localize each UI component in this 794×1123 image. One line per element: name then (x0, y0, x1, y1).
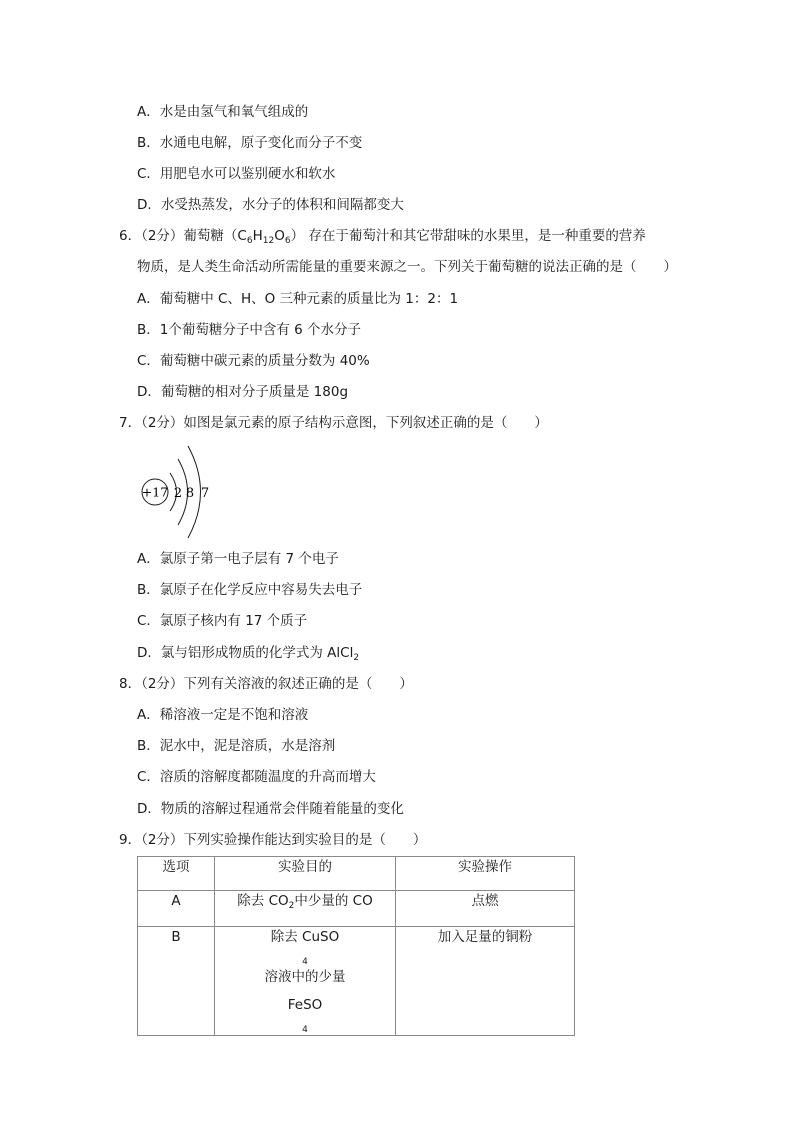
q7-option-a: A．氯原子第一电子层有 7 个电子 (137, 551, 339, 567)
q6-option-c: C．葡萄糖中碳元素的质量分数为 40% (137, 353, 370, 369)
row-a-option: A (138, 891, 215, 927)
atom-structure-svg (140, 443, 220, 543)
row-b-purpose: 除去 CuSO $_4$ 溶液中的少量 FeSO $_4$ (215, 927, 396, 1036)
row-b-option: B (138, 927, 215, 1036)
q6-option-a: A．葡萄糖中 C、H、O 三种元素的质量比为 1：2：1 (137, 291, 459, 307)
q7-option-b: B．氯原子在化学反应中容易失去电子 (137, 582, 363, 598)
q8-option-d: D．物质的溶解过程通常会伴随着能量的变化 (137, 801, 404, 817)
q5-option-c: C．用肥皂水可以鉴别硬水和软水 (137, 166, 336, 182)
header-option: 选项 (138, 857, 215, 891)
experiment-table (137, 856, 575, 1036)
q6-option-d: D．葡萄糖的相对分子质量是 180g (137, 384, 349, 400)
header-purpose: 实验目的 (215, 857, 396, 891)
row-a-purpose: 除去 $CO_2$中少量的 CO (215, 891, 396, 927)
header-operation: 实验操作 (396, 857, 575, 891)
table-header-row (138, 857, 575, 891)
q5-option-d: D．水受热蒸发，水分子的体积和间隔都变大 (137, 197, 404, 213)
q8-option-a: A．稀溶液一定是不饱和溶液 (137, 707, 309, 723)
table-row (138, 891, 575, 927)
q8-option-c: C．溶质的溶解度都随温度的升高而增大 (137, 769, 376, 785)
q6-option-b: B．1个葡萄糖分子中含有 6 个水分子 (137, 322, 362, 338)
q6-stem-line2: 物质，是人类生命活动所需能量的重要来源之一。下列关于葡萄糖的说法正确的是（ ） (137, 259, 677, 275)
nucleus-charge: +17 (141, 484, 169, 500)
q8-option-b: B．泥水中，泥是溶质，水是溶剂 (137, 738, 336, 754)
table-row (138, 927, 575, 1036)
shell-3-electrons: 7 (200, 486, 210, 501)
row-a-operation: 点燃 (396, 891, 575, 927)
row-b-operation: 加入足量的铜粉 (396, 927, 575, 1036)
shell-1-electrons: 2 (173, 486, 183, 501)
q6-stem-line1: 6．（2分）葡萄糖$(C_6H_{12}O_6)$ 存在于葡萄汁和其它带甜味的水果里，是一种重要的营养 (119, 228, 646, 246)
chlorine-atom-structure-diagram (140, 443, 220, 543)
q7-stem: 7．（2分）如图是氯元素的原子结构示意图，下列叙述正确的是（ ） (119, 415, 548, 431)
q8-stem: 8．（2分）下列有关溶液的叙述正确的是（ ） (119, 676, 413, 692)
q5-option-a: A．水是由氢气和氧气组成的 (137, 104, 309, 120)
q7-option-d: D．氯与铝形成物质的化学式为 AlCl$_2$ (137, 645, 360, 663)
shell-2-electrons: 8 (185, 486, 195, 501)
q9-stem: 9．（2分）下列实验操作能达到实验目的是（ ） (119, 832, 427, 848)
q7-option-c: C．氯原子核内有 17 个质子 (137, 613, 308, 629)
q5-option-b: B．水通电电解，原子变化而分子不变 (137, 135, 363, 151)
